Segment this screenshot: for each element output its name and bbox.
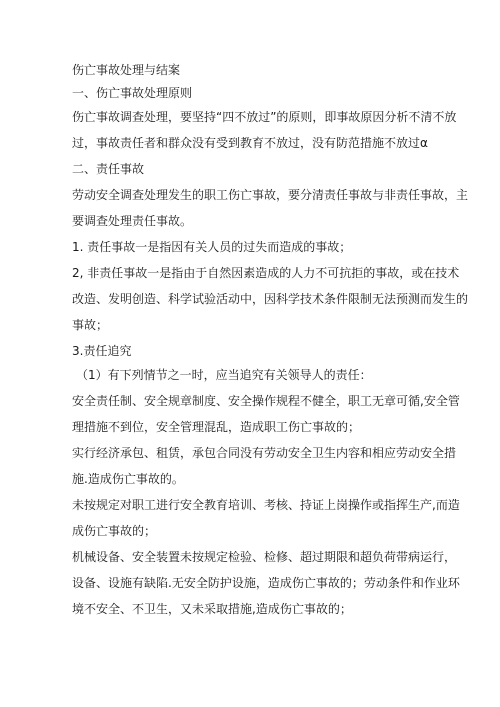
- paragraph-line: 施.造成伤亡事故的。: [72, 472, 184, 486]
- list-item: 2, 非责任事故一是指由于自然因素造成的人力不可抗拒的事故，或在技术: [72, 266, 460, 280]
- sub-heading: （1）有下列情节之一时，应当追究有关领导人的责任：: [76, 368, 372, 382]
- document-body: [72, 60, 469, 619]
- paragraph-line: 安全责任制、安全规章制度、安全操作规程不健全，职工无章可循,安全管: [72, 394, 460, 408]
- section-heading-accountability: 3.责任追究: [72, 344, 132, 358]
- paragraph-line: 过，事故责任者和群众没有受到教育不放过，没有防范措施不放过α: [72, 136, 428, 150]
- section-heading-principles: 一、伤亡事故处理原则: [72, 86, 193, 100]
- document-title: 伤亡事故处理与结案: [72, 63, 181, 77]
- paragraph-line: 伤亡事故调查处理，要坚持“四不放过”的原则，即事故原因分析不清不放: [72, 110, 457, 124]
- paragraph-line: 事故；: [72, 318, 109, 332]
- paragraph-line: 改造、发明创造、科学试验活动中，因科学技术条件限制无法预测而发生的: [72, 292, 469, 306]
- paragraph-line: 境不安全、不卫生，又未采取措施,造成伤亡事故的；: [72, 602, 352, 616]
- paragraph-line: 劳动安全调查处理发生的职工伤亡事故，要分清责任事故与非责任事故，主: [72, 188, 469, 202]
- list-item: 1. 责任事故一是指因有关人员的过失而造成的事故；: [72, 240, 352, 254]
- paragraph-line: 机械设备、安全装置未按规定检验、检修、超过期限和超负荷带病运行，: [72, 550, 457, 564]
- paragraph-line: 要调查处理责任事故。: [72, 214, 193, 228]
- paragraph-line: 成伤亡事故的；: [72, 524, 157, 538]
- paragraph-line: 理措施不到位，安全管理混乱，造成职工伤亡事故的；: [72, 420, 361, 434]
- paragraph-line: 设备、设施有缺陷.无安全防护设施，造成伤亡事故的；劳动条件和作业环: [72, 576, 460, 590]
- paragraph-line: 实行经济承包、租赁，承包合同没有劳动安全卫生内容和相应劳动安全措: [72, 446, 457, 460]
- paragraph-line: 未按规定对职工进行安全教育培训、考核、持证上岗操作或指挥生产,而造: [72, 498, 460, 512]
- section-heading-responsibility: 二、责任事故: [72, 162, 145, 176]
